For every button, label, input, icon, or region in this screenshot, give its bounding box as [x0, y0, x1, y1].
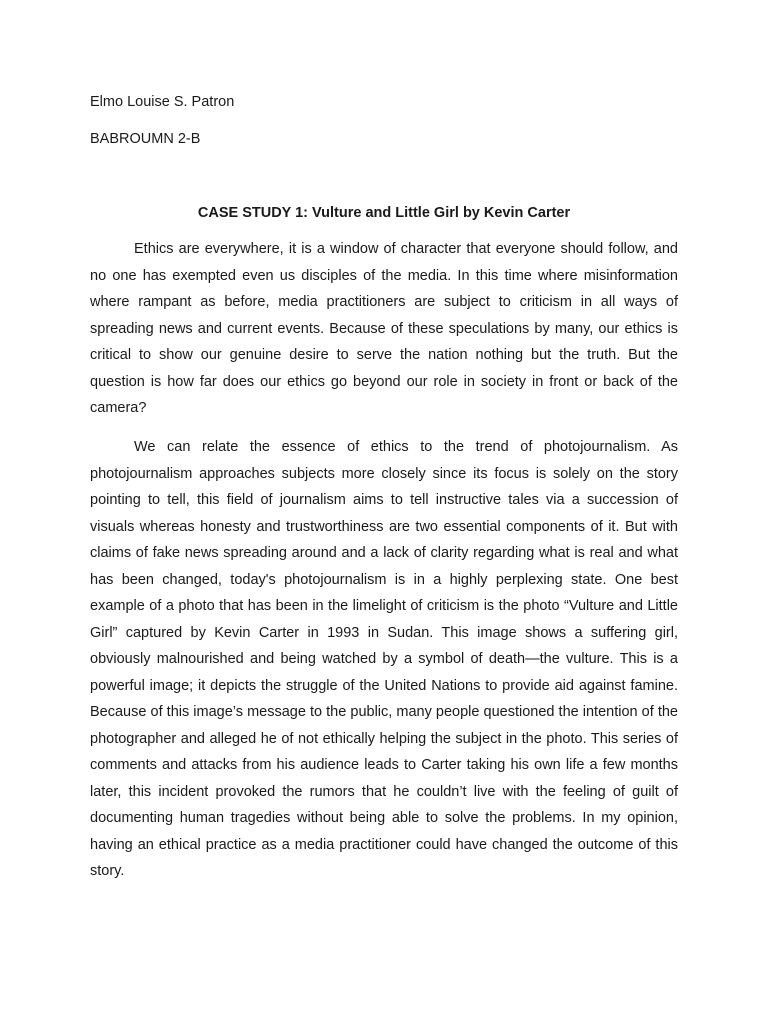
body-paragraph-2: We can relate the essence of ethics to the trend of photojournalism. As photojournalism approaches subjects more closely since its focus is solely on the story pointing to tell, this field of journalism aims to tell instructive tales via a succession of visuals whereas honesty and trustworthiness are two essential components of it. But with claims of fake news spreading around and a lack of clarity regarding what is real and what has been changed, today's photojournalism is in a highly perplexing state. One best example of a photo that has been in the limelight of criticism is the photo “Vulture and Little Girl” captured by Kevin Carter in 1993 in Sudan. This image shows a suffering girl, obviously malnourished and being watched by a symbol of death—the vulture. This is a powerful image; it depicts the struggle of the United Nations to provide aid against famine. Because of this image’s message to the public, many people questioned the intention of the photographer and alleged he of not ethically helping the subject in the photo. This series of comments and attacks from his audience leads to Carter taking his own life a few months later, this incident provoked the rumors that he couldn’t live with the feeling of guilt of documenting human tragedies without being able to solve the problems. In my opinion, having an ethical practice as a media practitioner could have changed the outcome of this story.: [90, 439, 678, 879]
author-name: Elmo Louise S. Patron: [90, 94, 235, 110]
document-title: CASE STUDY 1: Vulture and Little Girl by Kevin Carter: [197, 205, 571, 221]
body-paragraph-1: Ethics are everywhere, it is a window of character that everyone should follow, and no one has exempted even us disciples of the media. In this time where misinformation where rampant as before, media practitioners are subject to criticism in all ways of spreading news and current events. Because of these speculations by many, our ethics is critical to show our genuine desire to serve the nation nothing but the truth. But the question is how far does our ethics go beyond our role in society in front or back of the camera?: [90, 241, 678, 416]
class-section: BABROUMN 2-B: [90, 131, 201, 147]
